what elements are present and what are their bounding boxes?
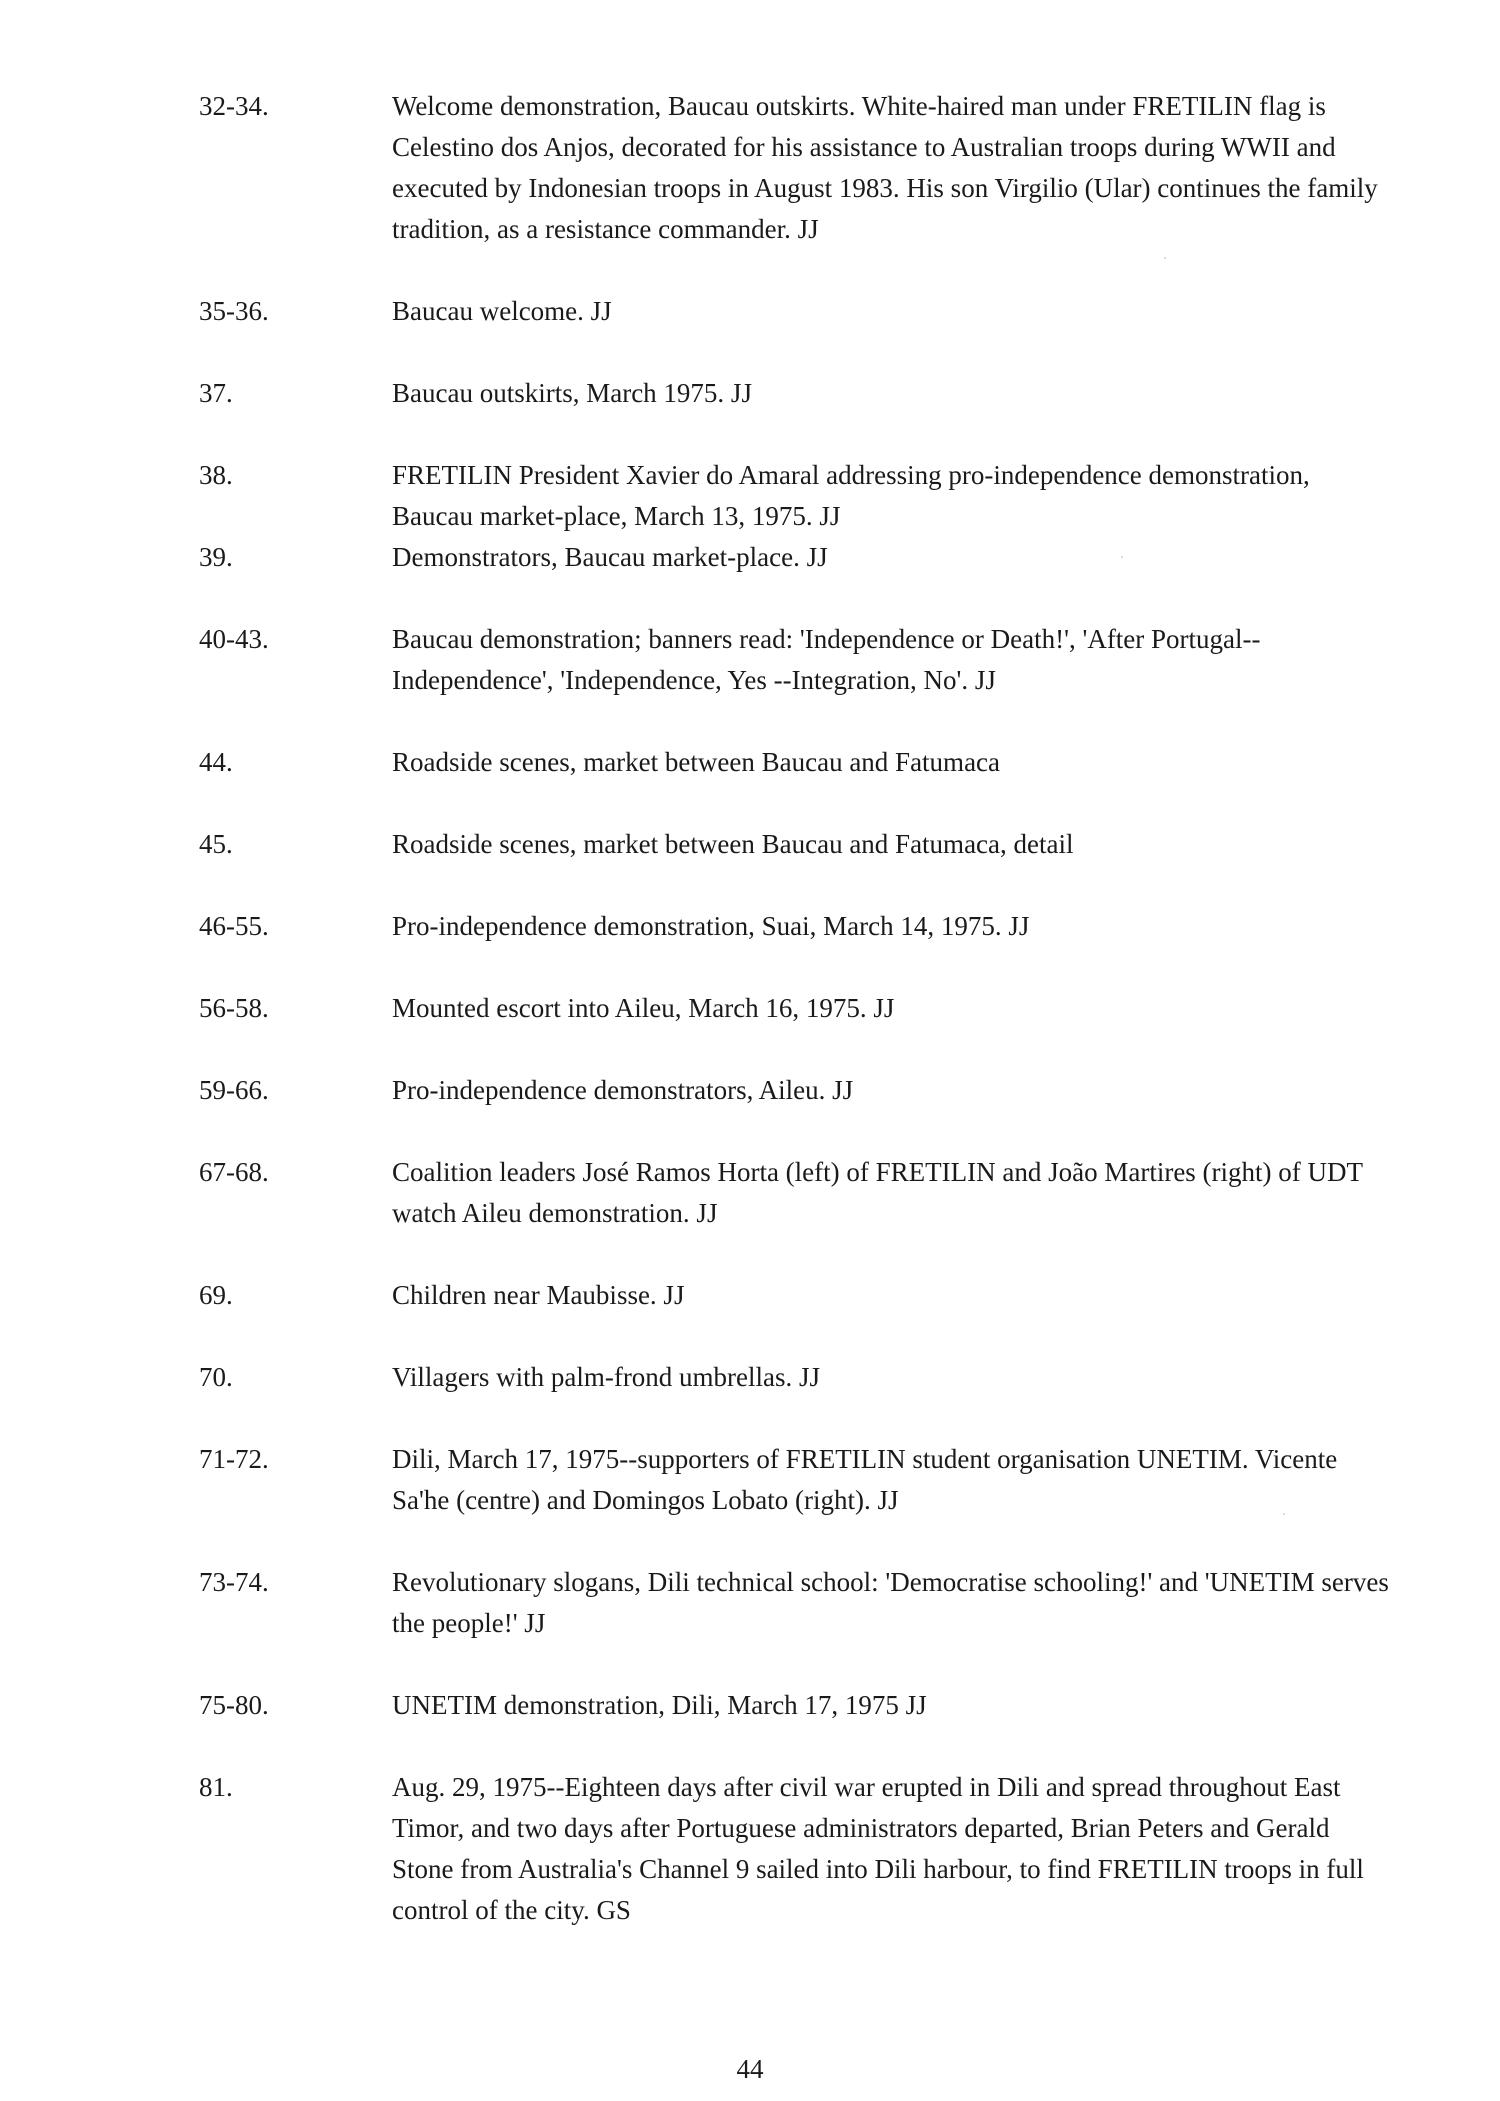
caption-entry xyxy=(199,1562,1399,1644)
caption-entry xyxy=(199,1357,1399,1398)
photo-caption: Baucau demonstration; banners read: 'Independence or Death!', 'After Portugal--Independence', 'Independence, Yes --Integration, No'. JJ xyxy=(392,624,1261,695)
caption-entry xyxy=(199,1275,1399,1316)
photo-caption: Mounted escort into Aileu, March 16, 1975. JJ xyxy=(392,993,895,1023)
photo-caption: Revolutionary slogans, Dili technical school: 'Democratise schooling!' and 'UNETIM serves the people!' JJ xyxy=(392,1567,1389,1638)
photo-number: 69. xyxy=(199,1280,233,1310)
photo-number: 45. xyxy=(199,829,233,859)
caption-entry xyxy=(199,906,1399,947)
photo-number: 38. xyxy=(199,460,233,490)
caption-entry xyxy=(199,824,1399,865)
photo-caption: Aug. 29, 1975--Eighteen days after civil war erupted in Dili and spread throughout East Timor, and two days after Portuguese administrators departed, Brian Peters and Gerald Stone from Australia's Channel 9 sailed into Dili harbour, to find FRETILIN troops in full control of the city. GS xyxy=(392,1772,1364,1925)
photo-number: 67-68. xyxy=(199,1157,269,1187)
caption-entry xyxy=(199,291,1399,332)
photo-number: 71-72. xyxy=(199,1444,269,1474)
photo-caption: Demonstrators, Baucau market-place. JJ xyxy=(392,542,828,572)
photo-caption: Dili, March 17, 1975--supporters of FRETILIN student organisation UNETIM. Vicente Sa'he (centre) and Domingos Lobato (right). JJ xyxy=(392,1444,1338,1515)
photo-caption: Children near Maubisse. JJ xyxy=(392,1280,685,1310)
caption-entry xyxy=(199,1439,1399,1521)
photo-number: 44. xyxy=(199,747,233,777)
scan-speck xyxy=(1164,257,1166,259)
photo-number: 35-36. xyxy=(199,296,269,326)
photo-number: 59-66. xyxy=(199,1075,269,1105)
photo-caption: UNETIM demonstration, Dili, March 17, 1975 JJ xyxy=(392,1690,927,1720)
caption-entry xyxy=(199,455,1399,537)
photo-caption: Villagers with palm-frond umbrellas. JJ xyxy=(392,1362,821,1392)
caption-entry xyxy=(199,742,1399,783)
photo-caption: Roadside scenes, market between Baucau and Fatumaca, detail xyxy=(392,829,1074,859)
caption-list xyxy=(199,86,1399,1931)
photo-caption: Baucau outskirts, March 1975. JJ xyxy=(392,378,752,408)
photo-number: 46-55. xyxy=(199,911,269,941)
photo-number: 73-74. xyxy=(199,1567,269,1597)
caption-entry xyxy=(199,1685,1399,1726)
photo-caption: Pro-independence demonstration, Suai, March 14, 1975. JJ xyxy=(392,911,1030,941)
photo-caption: Baucau welcome. JJ xyxy=(392,296,612,326)
photo-number: 75-80. xyxy=(199,1690,269,1720)
caption-entry xyxy=(199,373,1399,414)
caption-entry xyxy=(199,988,1399,1029)
photo-caption: Pro-independence demonstrators, Aileu. JJ xyxy=(392,1075,854,1105)
caption-entry xyxy=(199,1767,1399,1931)
photo-number: 32-34. xyxy=(199,91,269,121)
photo-number: 81. xyxy=(199,1772,233,1802)
caption-entry xyxy=(199,1070,1399,1111)
caption-entry xyxy=(199,619,1399,701)
photo-caption: FRETILIN President Xavier do Amaral addressing pro-independence demonstration, Baucau market-place, March 13, 1975. JJ xyxy=(392,460,1310,531)
photo-number: 40-43. xyxy=(199,624,269,654)
caption-entry xyxy=(199,537,1399,578)
photo-caption: Welcome demonstration, Baucau outskirts. White-haired man under FRETILIN flag is Celestino dos Anjos, decorated for his assistance to Australian troops during WWII and executed by Indonesian troops in August 1983. His son Virgilio (Ular) continues the family tradition, as a resistance commander. JJ xyxy=(392,91,1378,244)
page-number: 44 xyxy=(736,2054,764,2084)
photo-caption: Roadside scenes, market between Baucau and Fatumaca xyxy=(392,747,1001,777)
photo-number: 56-58. xyxy=(199,993,269,1023)
scan-speck xyxy=(1283,1513,1285,1515)
photo-caption: Coalition leaders José Ramos Horta (left) of FRETILIN and João Martires (right) of UDT watch Aileu demonstration. JJ xyxy=(392,1157,1363,1228)
photo-number: 37. xyxy=(199,378,233,408)
photo-number: 70. xyxy=(199,1362,233,1392)
caption-entry xyxy=(199,1152,1399,1234)
photo-number: 39. xyxy=(199,542,233,572)
scan-speck xyxy=(1121,556,1123,558)
caption-entry xyxy=(199,86,1399,250)
